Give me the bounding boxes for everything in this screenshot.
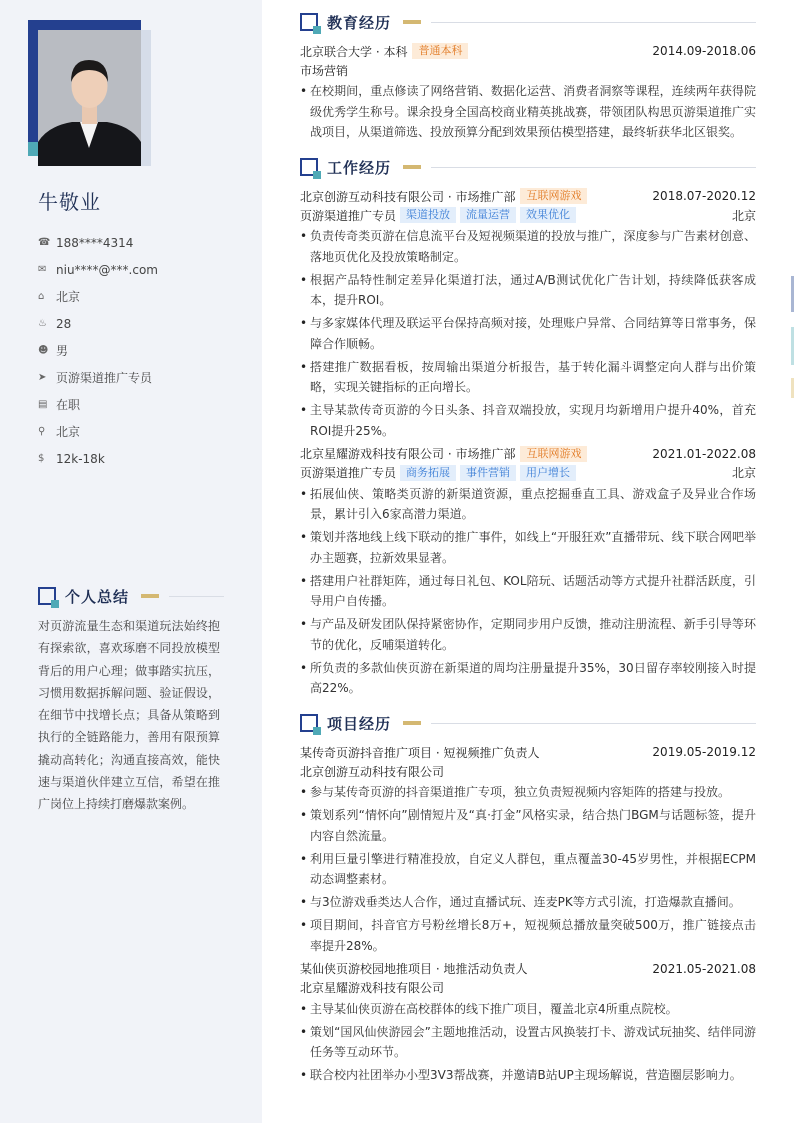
photo-frame [28, 20, 152, 166]
skill-tag: 事件营销 [460, 465, 516, 481]
job-date: 2018.07-2020.12 [652, 189, 756, 203]
skill-tag: 效果优化 [520, 207, 576, 223]
summary-section-header [38, 584, 224, 608]
contact-text: 北京 [56, 290, 81, 304]
job-bullet: • 搭建推广数据看板，按周输出渠道分析报告，基于转化漏斗调整定向人群与出价策略，实现关键指标的正向增长。 [300, 357, 756, 398]
job-bullets [300, 226, 756, 441]
education-section [300, 10, 756, 145]
job-entry [300, 186, 756, 441]
education-bullet: • 在校期间，重点修读了网络营销、数据化运营、消费者洞察等课程，连续两年获得院级优秀学生称号。课余投身全国高校商业精英挑战赛，带领团队构思页游渠道推广实战项目，从渠道筛选、投放预算分配到效果预估模型搭建，最终斩获华北区银奖。 [300, 81, 756, 143]
skill-tag: 用户增长 [520, 465, 576, 481]
skill-tag: 商务拓展 [400, 465, 456, 481]
job-city: 北京 [731, 208, 756, 223]
section-divider [431, 723, 756, 724]
section-divider [431, 167, 756, 168]
job-bullet: • 与产品及研发团队保持紧密协作，定期同步用户反馈，推动注册流程、新手引导等环节的优化，反哺渠道转化。 [300, 614, 756, 655]
section-gold-bar [403, 20, 421, 24]
company-name: 北京星耀游戏科技有限公司 · 市场推广部 [300, 447, 516, 461]
job-bullets [300, 484, 756, 699]
cake-icon: ♨ [38, 318, 47, 329]
degree-tag: 普通本科 [412, 43, 468, 59]
project-company: 北京星耀游戏科技有限公司 [300, 981, 445, 995]
contact-text: 男 [56, 344, 69, 358]
job-role: 页游渠道推广专员 [300, 466, 397, 480]
mail-icon: ✉ [38, 264, 47, 275]
project-date: 2019.05-2019.12 [652, 745, 756, 759]
gender-icon: ☻ [38, 345, 49, 356]
phone-icon: ☎ [38, 237, 51, 248]
contact-row [38, 256, 248, 283]
section-square-icon [38, 587, 56, 605]
job-role-left [300, 207, 576, 224]
job-role-left [300, 464, 576, 481]
contact-row [38, 364, 248, 391]
job-header [300, 444, 756, 464]
company-name: 北京创游互动科技有限公司 · 市场推广部 [300, 189, 516, 204]
section-gold-bar [141, 594, 159, 598]
project-entry [300, 959, 756, 1086]
job-bullet: • 主导某款传奇页游的今日头条、抖音双端投放，实现月均新增用户提升40%，首充ROI提升25%。 [300, 400, 756, 441]
project-name: 某仙侠页游校园地推项目 · 地推活动负责人 [300, 962, 528, 976]
job-bullet: • 与多家媒体代理及联运平台保持高频对接，处理账户异常、合同结算等日常事务，保障合作顺畅。 [300, 313, 756, 354]
education-entry-header [300, 41, 756, 61]
section-title: 个人总结 [65, 587, 130, 606]
job-role-line [300, 464, 756, 482]
contact-text: 页游渠道推广专员 [56, 371, 153, 385]
job-header [300, 186, 756, 206]
section-gold-bar [403, 721, 421, 725]
section-square-icon [300, 158, 318, 176]
education-section-header [300, 10, 756, 34]
home-icon: ⌂ [38, 291, 45, 302]
major-line [300, 61, 756, 79]
contact-row [38, 337, 248, 364]
contact-row [38, 229, 248, 256]
education-date: 2014.09-2018.06 [652, 44, 756, 58]
candidate-name: 牛敬业 [38, 190, 101, 214]
job-role: 页游渠道推广专员 [300, 208, 397, 223]
project-section [300, 711, 756, 1088]
project-list [300, 742, 756, 1086]
project-bullet: • 项目期间，抖音官方号粉丝增长8万+，短视频总播放量突破500万，推广链接点击率提升28%。 [300, 915, 756, 956]
job-city: 北京 [731, 466, 756, 480]
contact-text: 188****4314 [56, 235, 134, 250]
project-header [300, 742, 756, 762]
project-header [300, 959, 756, 979]
project-name: 某传奇页游抖音推广项目 · 短视频推广负责人 [300, 745, 540, 760]
project-bullet: • 主导某仙侠页游在高校群体的线下推广项目，覆盖北京4所重点院校。 [300, 999, 756, 1020]
skill-tag: 渠道投放 [400, 207, 456, 223]
job-list [300, 186, 756, 699]
job-bullet: • 拓展仙侠、策略类页游的新渠道资源，重点挖掘垂直工具、游戏盒子及异业合作场景，累计引入6家高潜力渠道。 [300, 484, 756, 525]
contact-text: 北京 [56, 425, 81, 439]
job-date: 2021.01-2022.08 [652, 446, 756, 461]
project-date: 2021.05-2021.08 [652, 961, 756, 976]
project-bullet: • 利用巨量引擎进行精准投放，自定义人群包，重点覆盖30-45岁男性，并根据ECPM动态调整素材。 [300, 849, 756, 890]
project-entry [300, 742, 756, 956]
skill-tag: 流量运营 [460, 207, 516, 223]
contact-text: niu****@***.com [56, 262, 158, 277]
job-entry [300, 444, 756, 699]
industry-tag: 互联网游戏 [520, 446, 587, 462]
project-company-line [300, 762, 756, 780]
major: 市场营销 [300, 63, 349, 78]
contact-row [38, 445, 248, 472]
job-bullet: • 搭建用户社群矩阵，通过每日礼包、KOL陪玩、话题活动等方式提升社群活跃度，引导用户自传播。 [300, 571, 756, 612]
contact-text: 在职 [56, 398, 81, 412]
project-section-header [300, 711, 756, 735]
work-section-header [300, 155, 756, 179]
contact-row [38, 418, 248, 445]
project-company-line [300, 979, 756, 997]
section-title: 项目经历 [327, 714, 392, 733]
project-bullet: • 参与某传奇页游的抖音渠道推广专项，独立负责短视频内容矩阵的搭建与投放。 [300, 782, 756, 803]
project-bullet: • 策划系列“情怀向”剧情短片及“真·打金”风格实录，结合热门BGM与话题标签，提升内容自然流量。 [300, 805, 756, 846]
industry-tag: 互联网游戏 [520, 188, 587, 204]
contact-text: 28 [56, 316, 72, 331]
contact-row [38, 391, 248, 418]
send-icon: ➤ [38, 372, 47, 383]
project-bullet: • 与3位游戏垂类达人合作，通过直播试玩、连麦PK等方式引流，打造爆款直播间。 [300, 892, 756, 913]
section-divider [431, 22, 756, 23]
project-company: 北京创游互动科技有限公司 [300, 764, 445, 779]
job-header-left [300, 445, 587, 462]
project-bullet: • 联合校内社团举办小型3V3帮战赛，并邀请B站UP主现场解说，营造圈层影响力。 [300, 1065, 756, 1086]
school-name: 北京联合大学 · 本科 [300, 44, 408, 59]
contact-text: 12k-18k [56, 451, 105, 466]
sidebar [0, 0, 262, 1123]
contact-row [38, 283, 248, 310]
job-header-left [300, 188, 587, 205]
section-divider [169, 596, 224, 597]
section-title: 教育经历 [327, 13, 392, 32]
photo-shadow-block [141, 30, 151, 166]
portrait-icon [38, 30, 141, 166]
job-bullet: • 所负责的多款仙侠页游在新渠道的周均注册量提升35%，30日留存率较刚接入时提高22%。 [300, 658, 756, 699]
section-square-icon [300, 13, 318, 31]
education-bullets [300, 81, 756, 143]
project-bullets [300, 782, 756, 956]
job-bullet: • 负责传奇类页游在信息流平台及短视频渠道的投放与推广，深度参与广告素材创意、落地页优化及投放策略制定。 [300, 226, 756, 267]
project-bullets [300, 999, 756, 1086]
job-bullet: • 根据产品特性制定差异化渠道打法，通过A/B测试优化广告计划，持续降低获客成本，提升ROI。 [300, 270, 756, 311]
section-gold-bar [403, 165, 421, 169]
section-square-icon [300, 714, 318, 732]
job-bullet: • 策划并落地线上线下联动的推广事件，如线上“开服狂欢”直播带玩、线下联合网吧举办主题赛，拉新效果显著。 [300, 527, 756, 568]
avatar [38, 30, 141, 166]
location-icon: ⚲ [38, 426, 46, 437]
salary-icon: $ [38, 453, 45, 464]
project-bullet: • 策划“国风仙侠游园会”主题地推活动，设置古风换装打卡、游戏试玩抽奖、结伴同游任务等互动环节。 [300, 1022, 756, 1063]
summary-text: 对页游流量生态和渠道玩法始终抱有探索欲，喜欢琢磨不同投放模型背后的用户心理；做事踏实抗压，习惯用数据拆解问题、验证假设，在细节中找增长点；具备从策略到执行的全链路能力，善用有限预算撬动高转化；沟通直接高效，能快速与渠道伙伴建立互信，希望在推广岗位上持续打磨爆款案例。 [38, 619, 220, 812]
contact-list [38, 229, 248, 472]
contact-row [38, 310, 248, 337]
work-section [300, 155, 756, 701]
section-title: 工作经历 [327, 158, 392, 177]
photo-teal-corner [28, 142, 38, 156]
job-role-line [300, 206, 756, 224]
briefcase-icon: ▤ [38, 399, 48, 410]
